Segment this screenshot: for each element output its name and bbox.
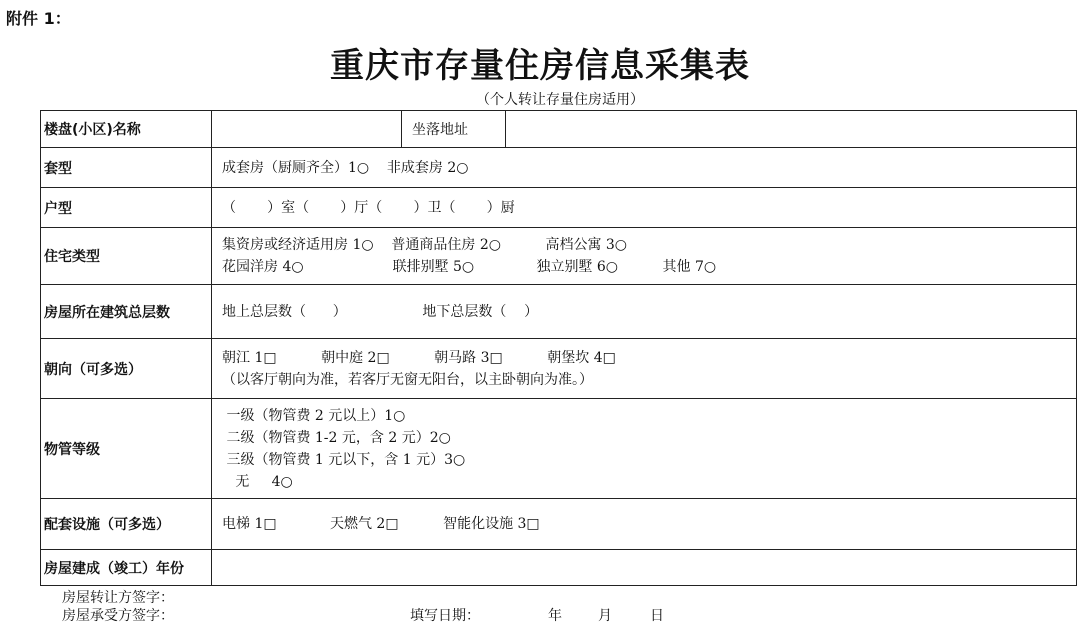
date-year-label: 年 xyxy=(548,608,562,624)
facilities-label: 配套设施（可多选） xyxy=(41,499,212,550)
property-mgmt-label: 物管等级 xyxy=(41,399,212,499)
orientation-line-2: （以客厅朝向为准，若客厅无窗无阳台，以主卧朝向为准。） xyxy=(222,371,593,388)
house-type-options[interactable] xyxy=(212,228,1077,285)
row-floors xyxy=(41,285,1077,339)
row-house-type xyxy=(41,228,1077,285)
address-label: 坐落地址 xyxy=(402,111,506,148)
project-name-label: 楼盘(小区)名称 xyxy=(41,111,212,148)
fill-date-label: 填写日期： xyxy=(410,608,480,624)
build-year-label: 房屋建成（竣工）年份 xyxy=(41,550,212,586)
row-property-mgmt xyxy=(41,399,1077,499)
page-title: 重庆市存量住房信息采集表 xyxy=(330,46,750,86)
floors-fields[interactable] xyxy=(212,285,1077,339)
property-mgmt-line-1: 一级（物管费 2 元以上）1○ xyxy=(222,407,406,424)
house-type-line-2: 花园洋房 4○ 联排别墅 5○ 独立别墅 6○ 其他 7○ xyxy=(222,259,717,275)
house-type-line-1: 集资房或经济适用房 1○ 普通商品住房 2○ 高档公寓 3○ xyxy=(222,237,628,253)
layout-line: （ ）室（ ）厅（ ）卫（ ）厨 xyxy=(222,199,515,216)
build-year-field[interactable] xyxy=(212,550,1077,586)
project-name-field[interactable] xyxy=(212,111,402,148)
property-mgmt-line-2: 二级（物管费 1-2 元，含 2 元）2○ xyxy=(222,429,451,446)
orientation-label: 朝向（可多选） xyxy=(41,339,212,399)
row-layout xyxy=(41,188,1077,228)
attachment-label: 附件 1： xyxy=(6,9,71,28)
row-facilities xyxy=(41,499,1077,550)
floors-label: 房屋所在建筑总层数 xyxy=(41,285,212,339)
layout-fields[interactable] xyxy=(212,188,1077,228)
property-mgmt-options[interactable] xyxy=(212,399,1077,499)
orientation-line-1: 朝江 1□ 朝中庭 2□ 朝马路 3□ 朝堡坎 4□ xyxy=(222,349,616,366)
page-subtitle: （个人转让存量住房适用） xyxy=(476,92,644,108)
facilities-line: 电梯 1□ 天燃气 2□ 智能化设施 3□ xyxy=(222,516,540,532)
row-orientation xyxy=(41,339,1077,399)
row-build-year xyxy=(41,550,1077,586)
transferee-signature-label: 房屋承受方签字： xyxy=(62,608,174,624)
unit-type-options[interactable] xyxy=(212,148,1077,188)
unit-type-line: 成套房（厨厕齐全）1○ 非成套房 2○ xyxy=(222,159,469,176)
property-mgmt-line-3: 三级（物管费 1 元以下，含 1 元）3○ xyxy=(222,451,466,468)
row-project-name xyxy=(41,111,1077,148)
row-unit-type xyxy=(41,148,1077,188)
floors-line: 地上总层数（ ） 地下总层数（ ） xyxy=(222,303,539,320)
info-collection-table xyxy=(40,110,1077,586)
property-mgmt-line-4: 无 4○ xyxy=(222,473,293,490)
house-type-label: 住宅类型 xyxy=(41,228,212,285)
facilities-options[interactable] xyxy=(212,499,1077,550)
date-day-label: 日 xyxy=(650,608,664,624)
orientation-options[interactable] xyxy=(212,339,1077,399)
layout-label: 户型 xyxy=(41,188,212,228)
date-month-label: 月 xyxy=(598,608,612,624)
unit-type-label: 套型 xyxy=(41,148,212,188)
transferor-signature-label: 房屋转让方签字： xyxy=(62,590,174,606)
address-field[interactable] xyxy=(506,111,1077,148)
